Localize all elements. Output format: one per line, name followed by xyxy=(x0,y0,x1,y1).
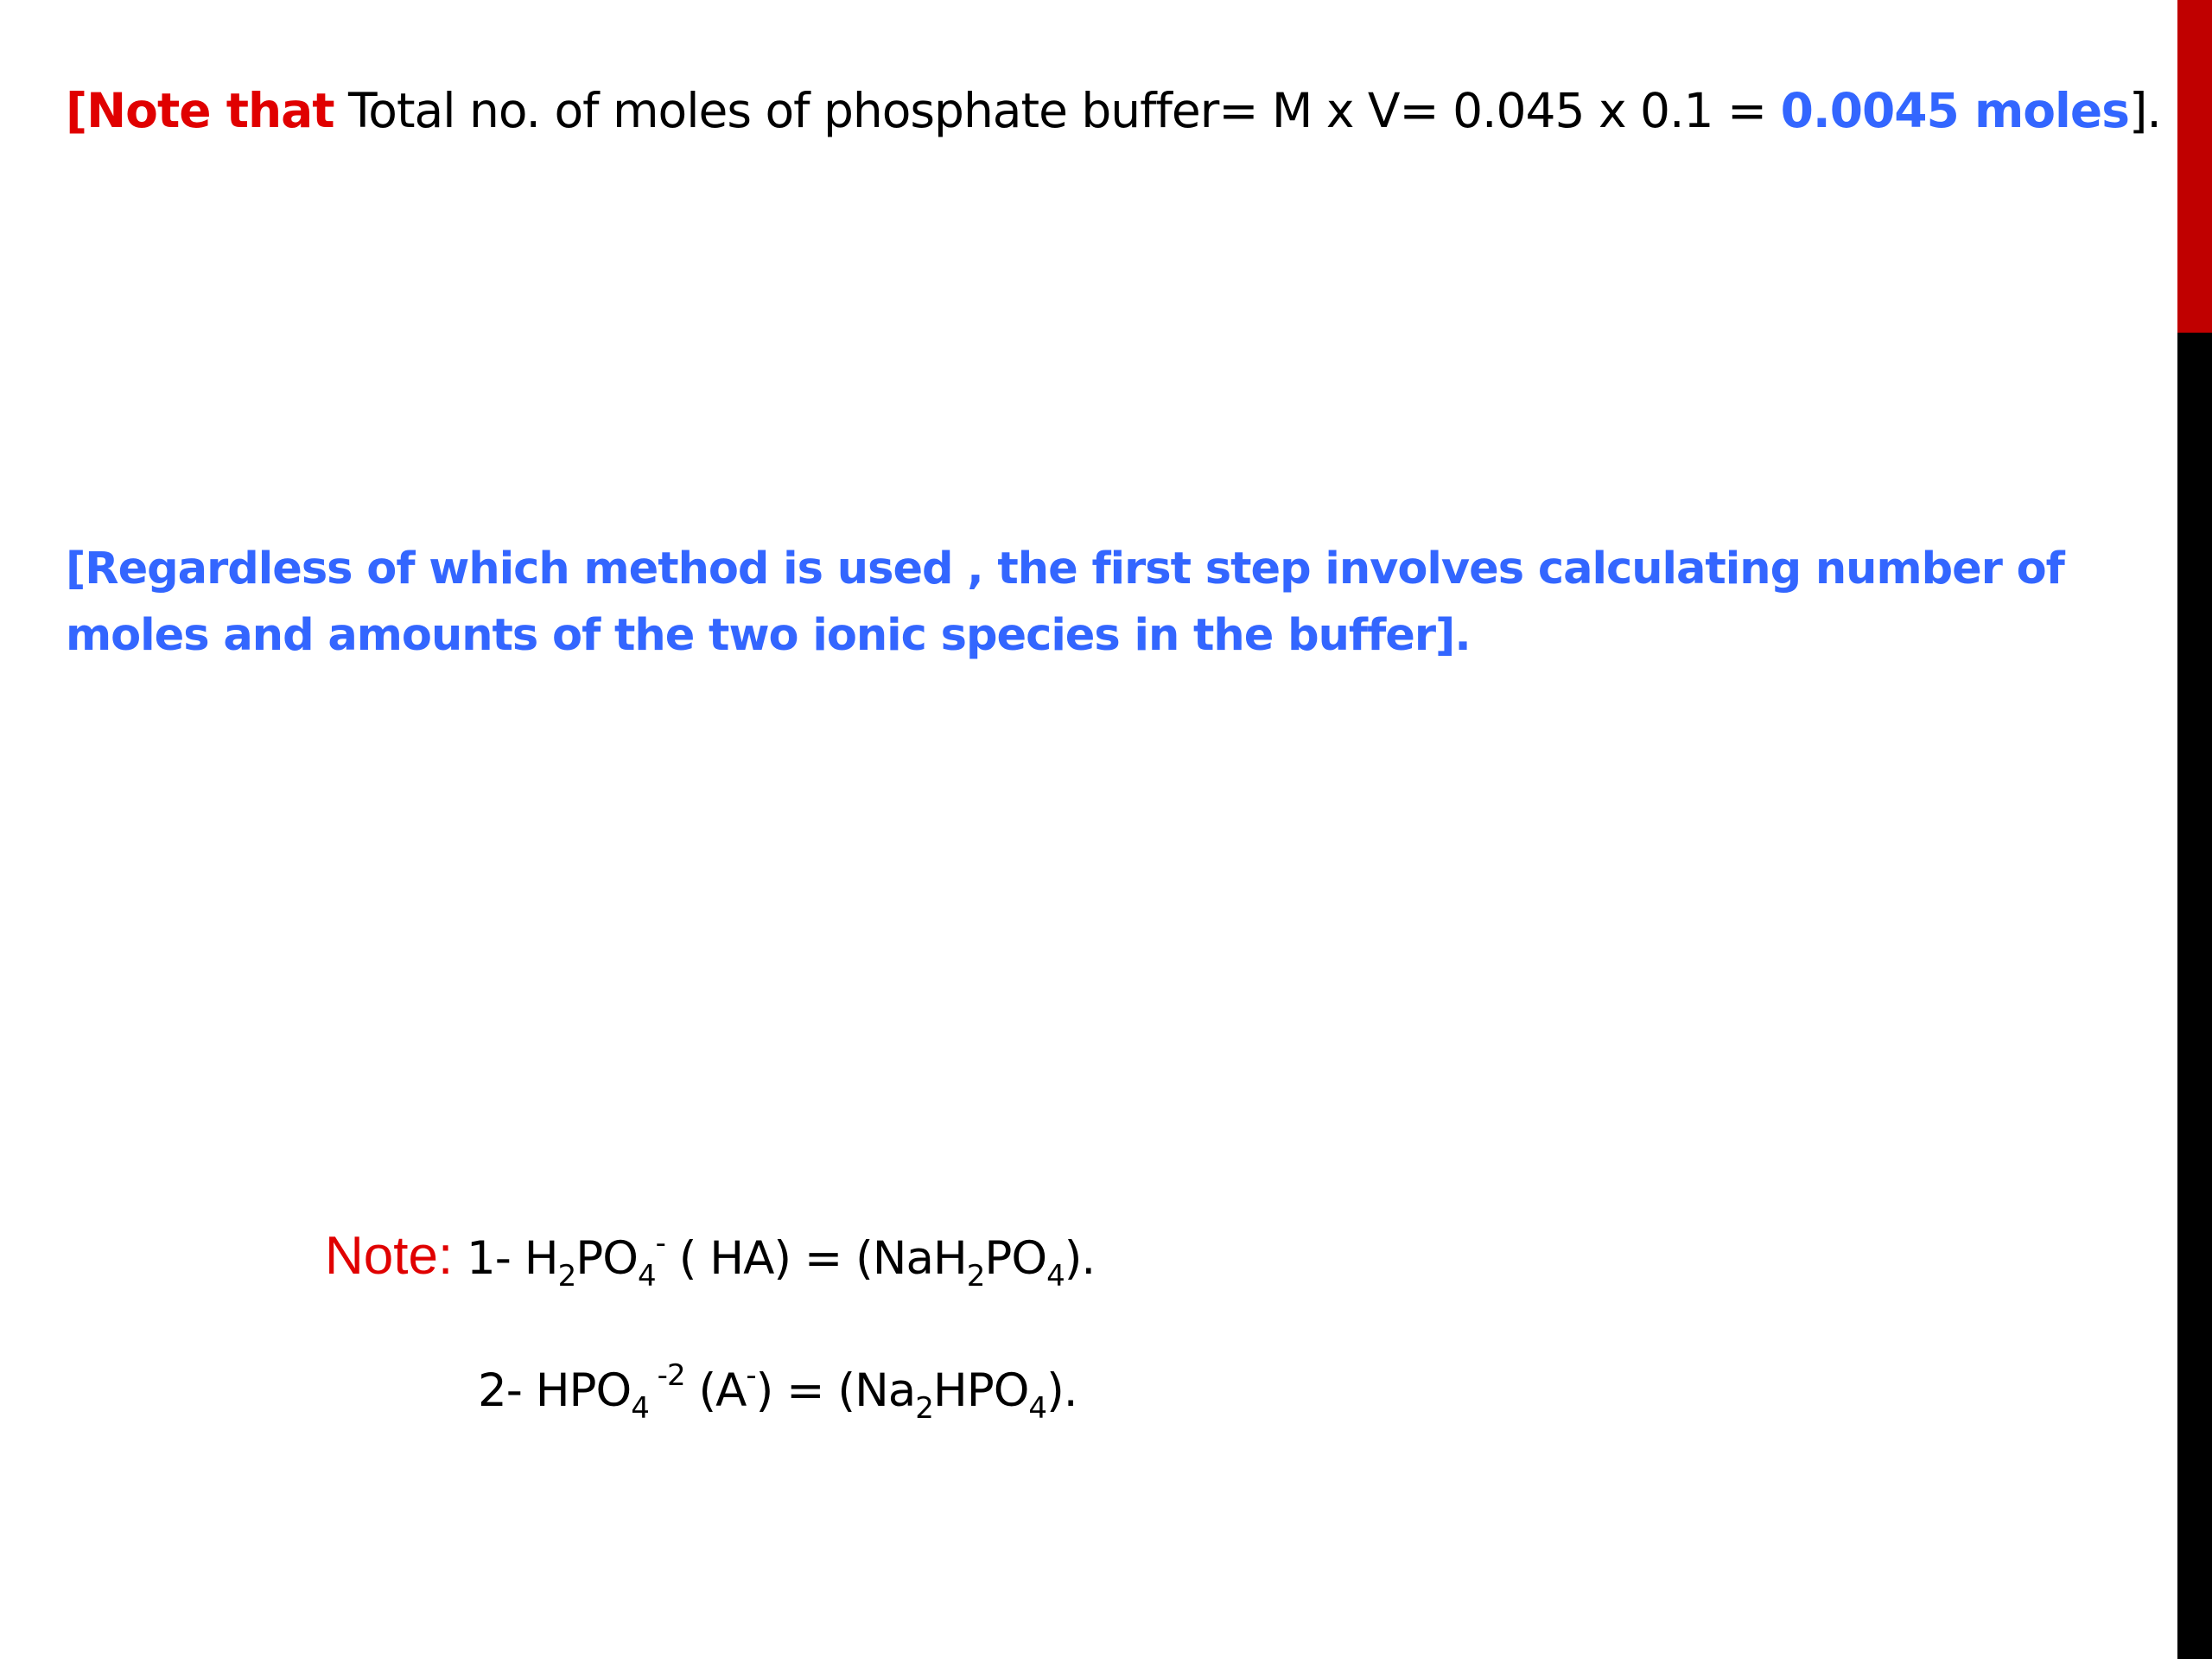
f2-sup2: - xyxy=(746,1358,756,1393)
f1-sub1: 2 xyxy=(557,1259,576,1294)
note-close: ]. xyxy=(2128,83,2161,138)
f2-mid3: HPO xyxy=(932,1364,1029,1417)
note-text: Total no. of moles of phosphate buffer= M x V= 0.045 x 0.1 = xyxy=(334,83,1781,138)
note-result: 0.0045 moles xyxy=(1780,83,2129,138)
formula-line-2 xyxy=(478,1357,1077,1426)
f2-mid1: (A xyxy=(684,1364,747,1417)
f1-mid1: PO xyxy=(575,1232,638,1285)
f1-sub4: 4 xyxy=(1046,1259,1065,1294)
f2-sub1: 4 xyxy=(631,1391,649,1426)
f2-sup1: -2 xyxy=(648,1358,685,1393)
f1-prefix: 1- H xyxy=(453,1232,558,1285)
f1-mid2: ( HA) = (NaH xyxy=(664,1232,967,1285)
total-moles-note xyxy=(66,76,2161,145)
f2-prefix: 2- HPO xyxy=(478,1364,632,1417)
formula-line-1 xyxy=(325,1222,1095,1294)
f2-sub3: 4 xyxy=(1028,1391,1047,1426)
f2-sub2: 2 xyxy=(915,1391,933,1426)
formula-note-label: Note: xyxy=(325,1226,454,1286)
f1-sup1: - xyxy=(655,1226,665,1261)
note-that-label: Note that xyxy=(86,83,334,138)
f2-end: ). xyxy=(1046,1364,1077,1417)
edge-bar-black xyxy=(2177,333,2212,1659)
edge-bar-red xyxy=(2177,0,2212,333)
f2-mid2: ) = (Na xyxy=(755,1364,916,1417)
method-paragraph: [Regardless of which method is used , the first step involves calculating number of moles and amounts of the two ionic species in the buffer]. xyxy=(66,543,2064,661)
f1-mid3: PO xyxy=(984,1232,1047,1285)
f1-sub2: 4 xyxy=(637,1259,656,1294)
f1-end: ). xyxy=(1064,1232,1096,1285)
f1-sub3: 2 xyxy=(966,1259,985,1294)
note-open-bracket: [ xyxy=(66,83,87,138)
